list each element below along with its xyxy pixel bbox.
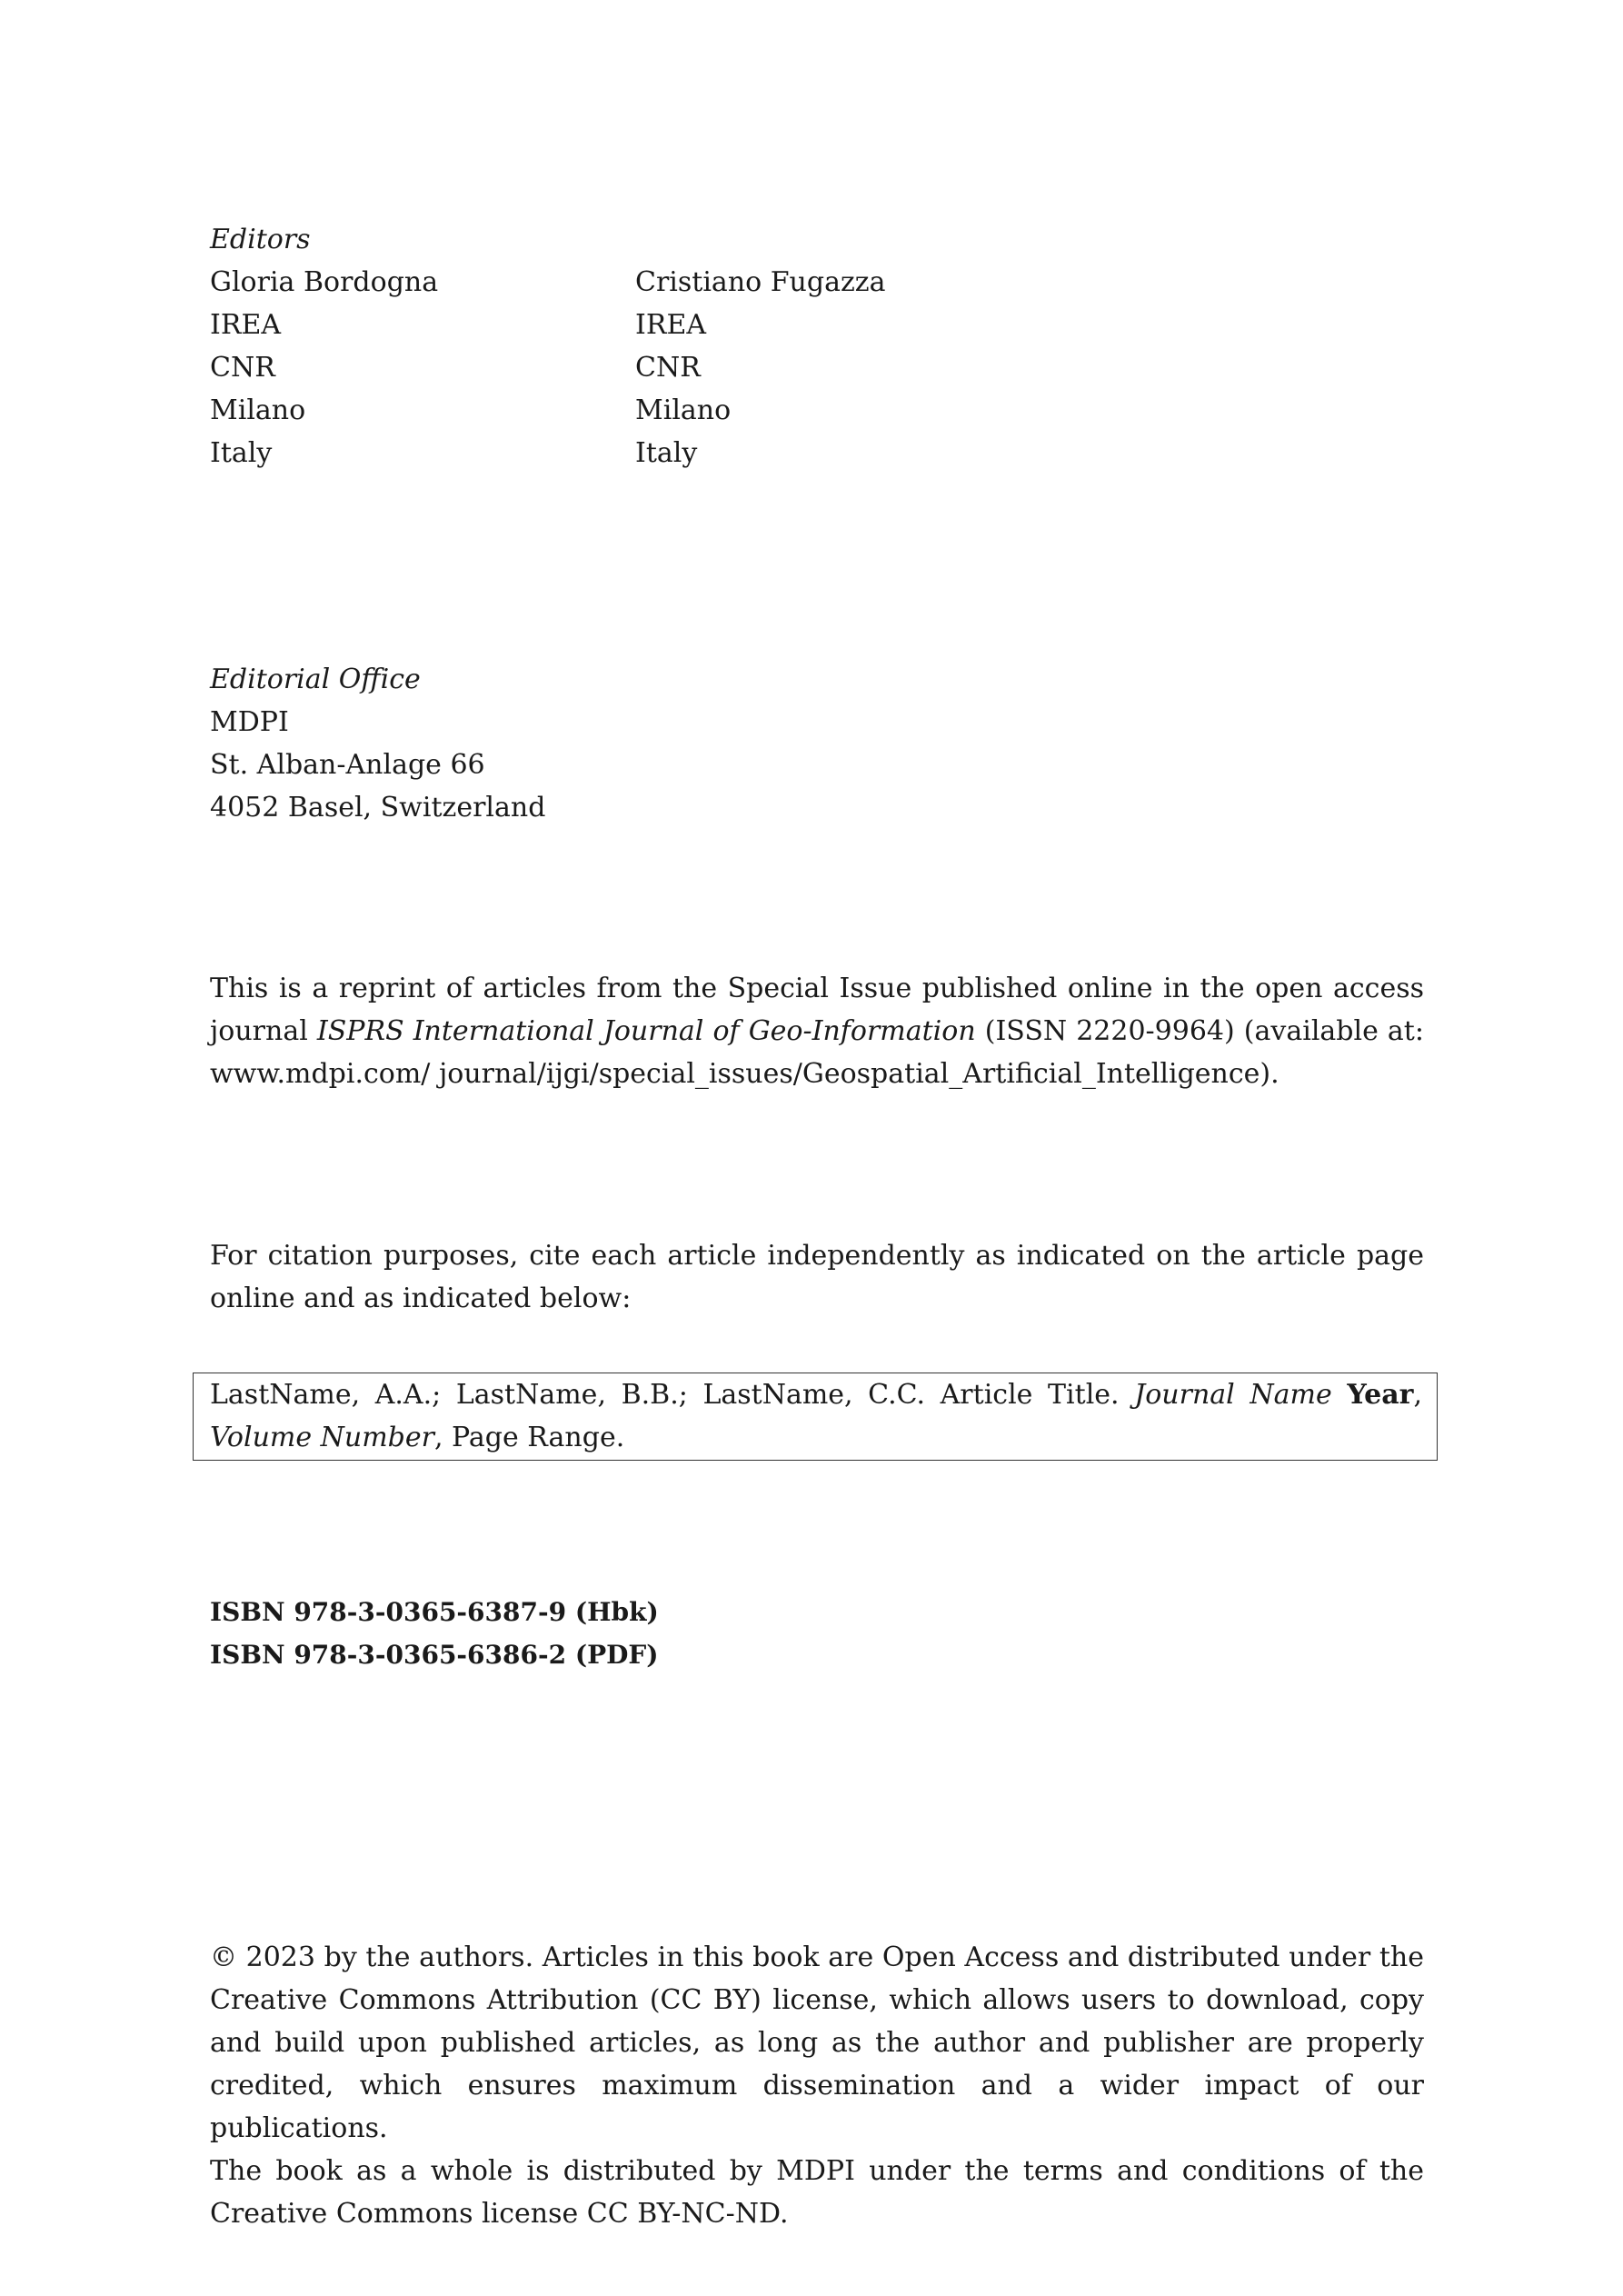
citation-comma: , xyxy=(1413,1379,1422,1411)
citation-pages: Page Range. xyxy=(452,1422,625,1453)
office-city: 4052 Basel, Switzerland xyxy=(210,792,546,824)
citation-intro: For citation purposes, cite each article independently as indicated on the article page online and as indicated below: xyxy=(210,1240,1424,1314)
editor-country: Italy xyxy=(635,437,698,469)
journal-title: ISPRS International Journal of Geo-Information xyxy=(316,1015,976,1047)
citation-comma: , xyxy=(433,1422,443,1453)
editor-country: Italy xyxy=(210,437,273,469)
license-block xyxy=(210,1936,1424,2235)
editor-name: Cristiano Fugazza xyxy=(635,266,886,298)
editor-city: Milano xyxy=(635,394,732,426)
citation-format xyxy=(210,1373,1422,1459)
citation-box xyxy=(193,1373,1438,1461)
license-paragraph-2: The book as a whole is distributed by MDPI under the terms and conditions of the Creative Commons license CC BY-NC-ND. xyxy=(210,2155,1424,2230)
reprint-lead: This is a reprint of articles from the Special Issue published online in the open access journal xyxy=(210,973,1424,1047)
editor-institute: IREA xyxy=(635,309,707,341)
office-name: MDPI xyxy=(210,706,289,738)
license-paragraph-1: © 2023 by the authors. Articles in this book are Open Access and distributed under the Creative Commons Attribution (CC BY) license, which allows users to download, copy and build upon published articles, as long as the author and publisher are properly credited, which ensures maximum dissemination and a wider impact of our publications. xyxy=(210,1942,1424,2144)
editor-1 xyxy=(210,261,438,474)
citation-journal-name: Journal Name xyxy=(1134,1379,1332,1411)
editorial-office-label: Editorial Office xyxy=(210,664,421,695)
editorial-office-block xyxy=(210,658,545,829)
office-street: St. Alban-Anlage 66 xyxy=(210,749,485,781)
reprint-rest: (ISSN 2220-9964) (available at: www.mdpi.com/ journal/ijgi/special_issues/Geospatial_Artificial_Intelligence). xyxy=(210,1015,1424,1090)
editors-block xyxy=(210,218,1028,482)
isbn-hbk: ISBN 978-3-0365-6387-9 (Hbk) xyxy=(210,1597,659,1627)
editor-2 xyxy=(635,261,885,474)
editor-institute: IREA xyxy=(210,309,282,341)
editor-org: CNR xyxy=(635,352,701,384)
citation-volume: Volume Number xyxy=(210,1422,434,1453)
isbn-block xyxy=(210,1591,659,1676)
citation-year: Year xyxy=(1347,1379,1414,1411)
isbn-pdf: ISBN 978-3-0365-6386-2 (PDF) xyxy=(210,1640,659,1670)
editors-label: Editors xyxy=(210,224,311,255)
editor-org: CNR xyxy=(210,352,275,384)
editor-name: Gloria Bordogna xyxy=(210,266,439,298)
citation-authors-title: LastName, A.A.; LastName, B.B.; LastName, C.C. Article Title. xyxy=(210,1379,1120,1411)
editor-city: Milano xyxy=(210,394,306,426)
reprint-statement xyxy=(210,967,1424,1095)
